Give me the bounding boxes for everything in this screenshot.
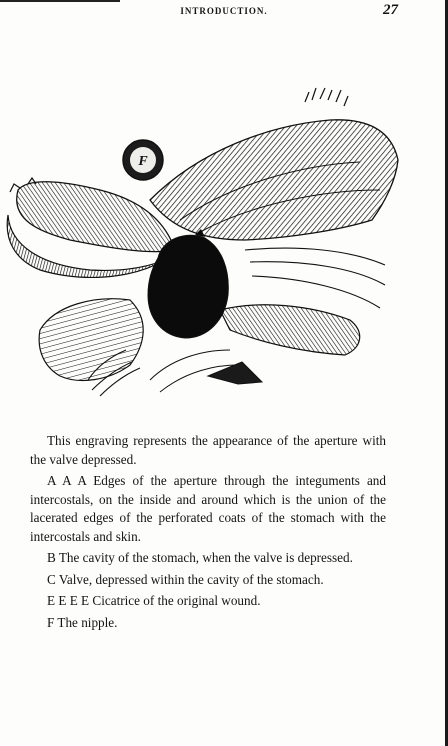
caption-item-e: E E E E Cicatrice of the original wound. <box>47 593 261 608</box>
caption-intro: This engraving represents the appearance of the aperture with the valve depressed. <box>30 433 386 467</box>
page-number: 27 <box>383 2 398 18</box>
lower-right-folds <box>220 305 360 355</box>
top-rule <box>0 0 120 2</box>
nipple-marker <box>123 140 163 180</box>
caption-item-c: C Valve, depressed within the cavity of the stomach. <box>47 571 324 587</box>
left-flap <box>17 182 175 252</box>
nipple-marker-label: F <box>138 154 148 169</box>
caption-item-b: B The cavity of the stomach, when the valve is depressed. <box>47 550 353 565</box>
lower-left-lobe <box>39 299 143 381</box>
caption-item-a: A A A Edges of the aperture through the integuments and intercostals, on the inside and around which is the union of the lacerated edges of the perforated coats of the stomach with the intercostals and skin. <box>30 473 386 544</box>
upper-flap <box>150 120 398 240</box>
figure-caption <box>30 432 386 635</box>
wound-engraving <box>0 80 448 400</box>
running-head: INTRODUCTION. <box>180 6 268 16</box>
caption-item-f: F The nipple. <box>47 614 118 630</box>
